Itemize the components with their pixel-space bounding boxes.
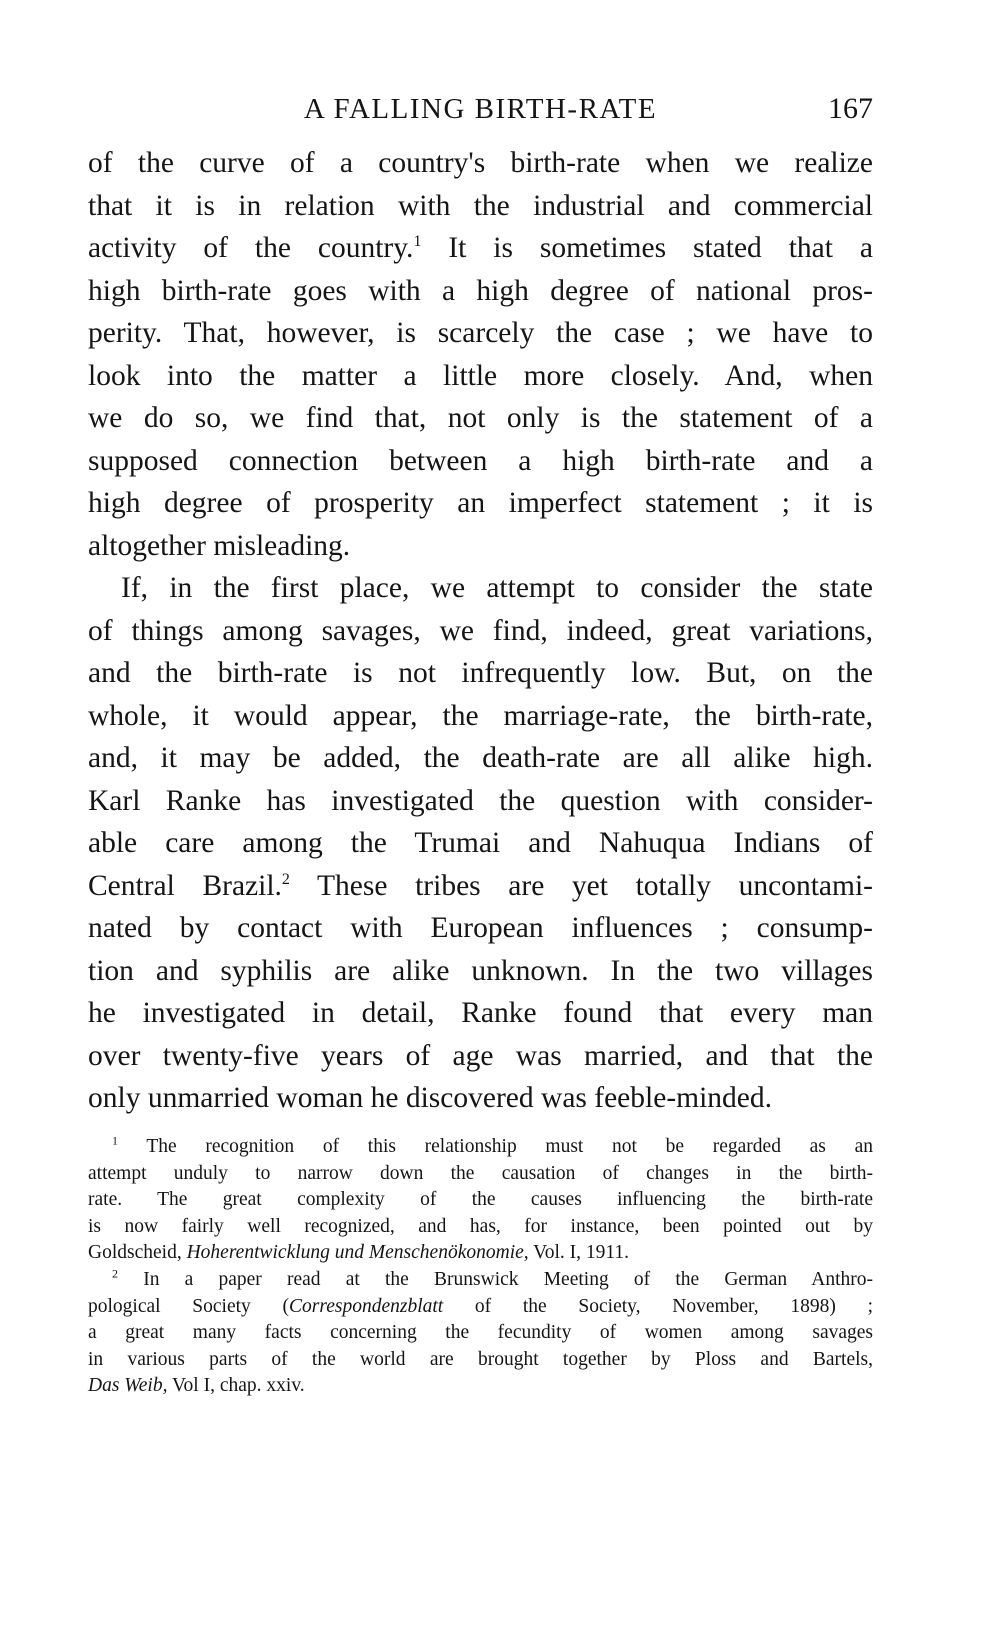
text-line: If, in the first place, we attempt to consider the state (121, 572, 873, 604)
journal-title: Correspondenzblatt (289, 1295, 444, 1317)
text-line: supposed connection between a high birth-rate and a (88, 444, 873, 477)
footnote-line: $^2$ In a paper read at the Brunswick Meeting of the German Anthro- (112, 1266, 873, 1290)
text-line: high degree of prosperity an imperfect statement ; it is (88, 487, 873, 519)
footnote-line: is now fairly well recognized, and has, for instance, been pointed out by (88, 1215, 873, 1237)
footnote-1 (88, 1134, 873, 1267)
text-line: and the birth-rate is not infrequently low. But, on the (88, 657, 873, 689)
footnote-line: pological Society (Correspondenzblatt of the Society, November, 1898) ; (88, 1295, 873, 1317)
footnote-ref-1[interactable]: 1 (413, 233, 422, 251)
footnotes (88, 1134, 873, 1400)
text-line: of things among savages, we find, indeed, great variations, (88, 614, 873, 647)
text-line: look into the matter a little more closely. And, when (88, 359, 873, 392)
text-line: Central Brazil.$^2$ These tribes are yet totally uncontami- (88, 869, 873, 902)
footnote-line: rate. The great complexity of the causes influencing the birth-rate (88, 1189, 873, 1211)
text-line: able care among the Trumai and Nahuqua Indians of (88, 827, 873, 859)
text-line: tion and syphilis are alike unknown. In the two villages (88, 954, 873, 987)
text-line: that it is in relation with the industrial and commercial (88, 189, 873, 222)
footnote-line: Goldscheid, Hoherentwicklung und Menschenökonomie, Vol. I, 1911. (88, 1242, 630, 1264)
text-line: only unmarried woman he discovered was feeble-minded. (88, 1082, 773, 1114)
footnote-line: Das Weib, Vol I, chap. xxiv. (88, 1375, 305, 1397)
text-line: over twenty-five years of age was married, and that the (88, 1039, 873, 1072)
running-title: A FALLING BIRTH-RATE (303, 93, 658, 125)
footnote-marker-2: 2 (112, 1266, 118, 1281)
book-title: Hoherentwicklung und Menschenökonomie, (186, 1242, 529, 1264)
footnote-line: $^1$ The recognition of this relationship must not be regarded as an (112, 1133, 873, 1157)
text-line: we do so, we find that, not only is the statement of a (88, 402, 873, 434)
text-line: he investigated in detail, Ranke found that every man (88, 997, 873, 1029)
text-line: and, it may be added, the death-rate are all alike high. (88, 742, 873, 774)
text-line: Karl Ranke has investigated the question with consider- (88, 784, 873, 817)
footnote-ref-2[interactable]: 2 (281, 870, 290, 888)
footnote-line: attempt unduly to narrow down the causation of changes in the birth- (88, 1162, 873, 1184)
text-line: whole, it would appear, the marriage-rate, the birth-rate, (88, 699, 873, 732)
footnote-marker-1: 1 (112, 1133, 118, 1148)
body-text (88, 142, 873, 1120)
text-line: activity of the country.$^1$ It is sometimes stated that a (88, 232, 873, 264)
footnote-line: a great many facts concerning the fecundity of women among savages (88, 1322, 873, 1344)
footnote-2 (88, 1267, 873, 1400)
book-title: Das Weib, (88, 1375, 168, 1397)
footnote-line: in various parts of the world are brought together by Ploss and Bartels, (88, 1348, 873, 1370)
text-line: perity. That, however, is scarcely the case ; we have to (88, 317, 873, 349)
page-number: 167 (828, 92, 873, 125)
text-line: of the curve of a country's birth-rate when we realize (88, 147, 873, 179)
text-line: altogether misleading. (88, 529, 351, 562)
running-head (88, 86, 873, 132)
text-line: nated by contact with European influences ; consump- (88, 912, 873, 944)
text-line: high birth-rate goes with a high degree of national pros- (88, 274, 873, 307)
